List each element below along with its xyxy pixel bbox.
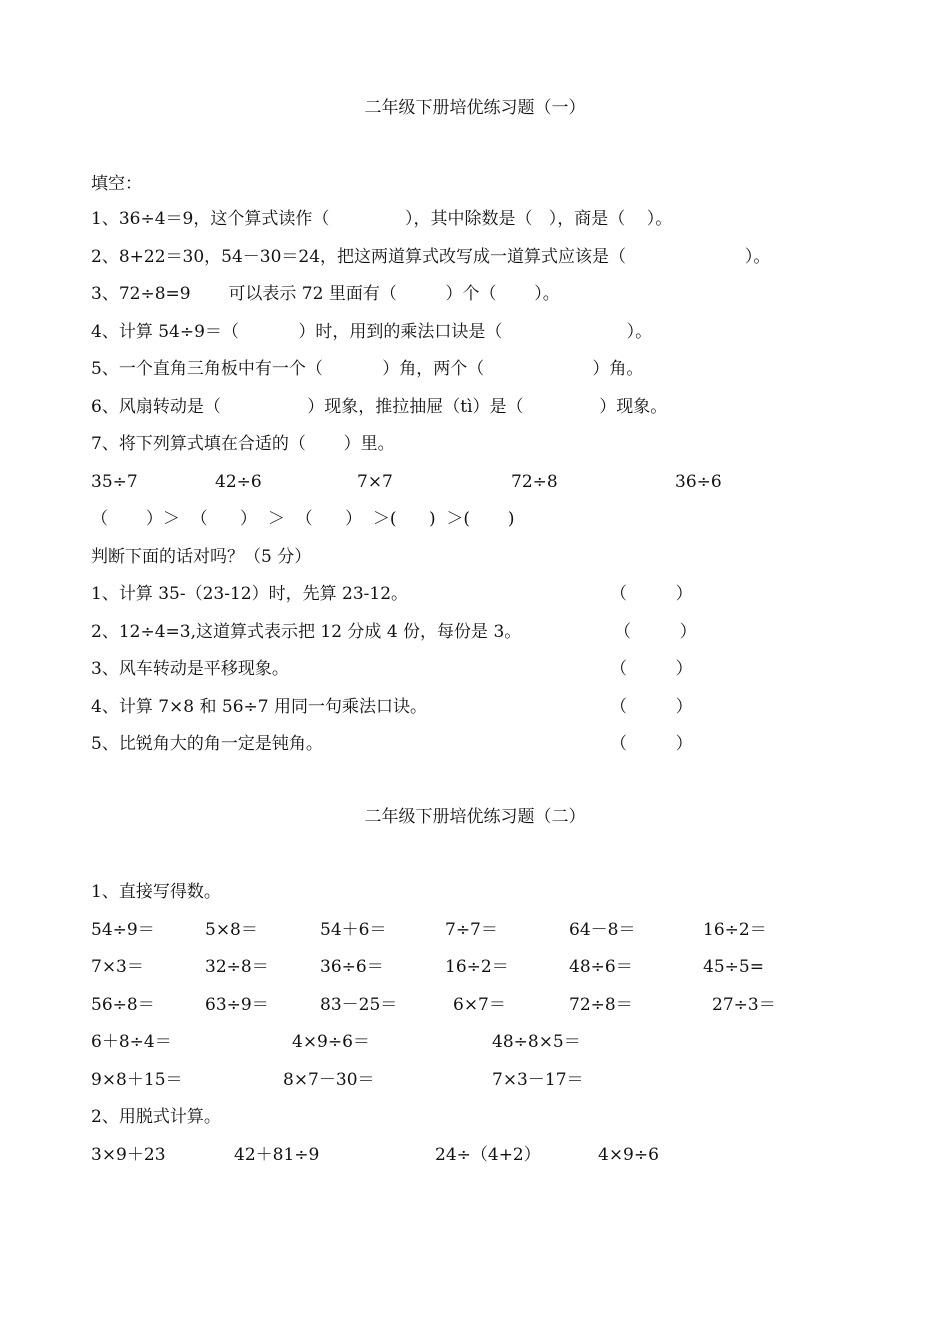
calc-item: 6×7＝ [453, 995, 506, 1015]
mixed-item: 4×9÷6＝ [292, 1032, 370, 1052]
fill-item: 5、一个直角三角板中有一个（ ）角，两个（ ）角。 [91, 359, 644, 379]
calc-item: 54＋6＝ [320, 920, 387, 940]
q2-heading: 2、用脱式计算。 [91, 1107, 221, 1127]
calc-item: 72÷8＝ [569, 995, 633, 1015]
fill-item: 4、计算 54÷9＝（ ）时，用到的乘法口诀是（ ）。 [91, 322, 653, 342]
section2-title: 二年级下册培优练习题（二） [364, 807, 586, 827]
fill-heading: 填空： [91, 174, 142, 194]
calc-item: 45÷5= [703, 957, 764, 977]
fill-item: 3、72÷8=9 可以表示 72 里面有（ ）个（ ）。 [91, 284, 560, 304]
mixed-item: 6＋8÷4＝ [91, 1032, 172, 1052]
q2-expr: 4×9÷6 [598, 1145, 659, 1165]
q2-expr: 24÷（4+2） [435, 1145, 541, 1165]
calc-item: 64－8＝ [569, 920, 636, 940]
compare-expr: 35÷7 [91, 472, 138, 492]
judge-item: 4、计算 7×8 和 56÷7 用同一句乘法口诀。 [91, 697, 427, 717]
judge-blank: （ ） [614, 622, 697, 642]
mixed-item: 9×8＋15＝ [91, 1070, 183, 1090]
section1-title: 二年级下册培优练习题（一） [364, 98, 586, 118]
compare-expr: 42÷6 [215, 472, 262, 492]
judge-item: 2、12÷4=3,这道算式表示把 12 分成 4 份，每份是 3。 [91, 622, 522, 642]
judge-item: 1、计算 35-（23-12）时，先算 23-12。 [91, 584, 409, 604]
mixed-item: 48÷8×5＝ [492, 1032, 581, 1052]
calc-item: 54÷9＝ [91, 920, 155, 940]
judge-blank: （ ） [610, 659, 693, 679]
calc-item: 63÷9＝ [205, 995, 269, 1015]
q2-expr: 42＋81÷9 [234, 1145, 320, 1165]
compare-expr: 36÷6 [675, 472, 722, 492]
compare-expr: 72÷8 [511, 472, 558, 492]
judge-blank: （ ） [610, 697, 693, 717]
calc-item: 16÷2＝ [703, 920, 767, 940]
judge-item: 3、风车转动是平移现象。 [91, 659, 289, 679]
compare-expr: 7×7 [357, 472, 393, 492]
judge-blank: （ ） [610, 734, 693, 754]
calc-item: 7×3＝ [91, 957, 144, 977]
calc-item: 56÷8＝ [91, 995, 155, 1015]
judge-heading: 判断下面的话对吗？（5 分） [91, 547, 312, 567]
fill-item: 1、36÷4＝9，这个算式读作（ ），其中除数是（ ），商是（ ）。 [91, 209, 673, 229]
calc-item: 83－25＝ [320, 995, 398, 1015]
calc-item: 7÷7＝ [445, 920, 498, 940]
fill-item: 6、风扇转动是（ ）现象，推拉抽屉（tì）是（ ）现象。 [91, 397, 668, 417]
fill-item: 7、将下列算式填在合适的（ ）里。 [91, 434, 395, 454]
mixed-item: 7×3－17＝ [492, 1070, 584, 1090]
calc-item: 5×8＝ [205, 920, 258, 940]
calc-item: 32÷8＝ [205, 957, 269, 977]
q2-expr: 3×9＋23 [91, 1145, 166, 1165]
judge-item: 5、比锐角大的角一定是钝角。 [91, 734, 323, 754]
compare-blanks: （ ）＞ （ ） ＞ （ ） ＞( ) ＞( ) [91, 509, 515, 529]
calc-item: 36÷6＝ [320, 957, 384, 977]
calc-item: 27÷3＝ [712, 995, 776, 1015]
mixed-item: 8×7－30＝ [283, 1070, 375, 1090]
judge-blank: （ ） [610, 584, 693, 604]
q1-heading: 1、直接写得数。 [91, 882, 221, 902]
fill-item: 2、8+22＝30，54－30＝24，把这两道算式改写成一道算式应该是（ ）。 [91, 247, 771, 267]
calc-item: 16÷2＝ [445, 957, 509, 977]
calc-item: 48÷6＝ [569, 957, 633, 977]
